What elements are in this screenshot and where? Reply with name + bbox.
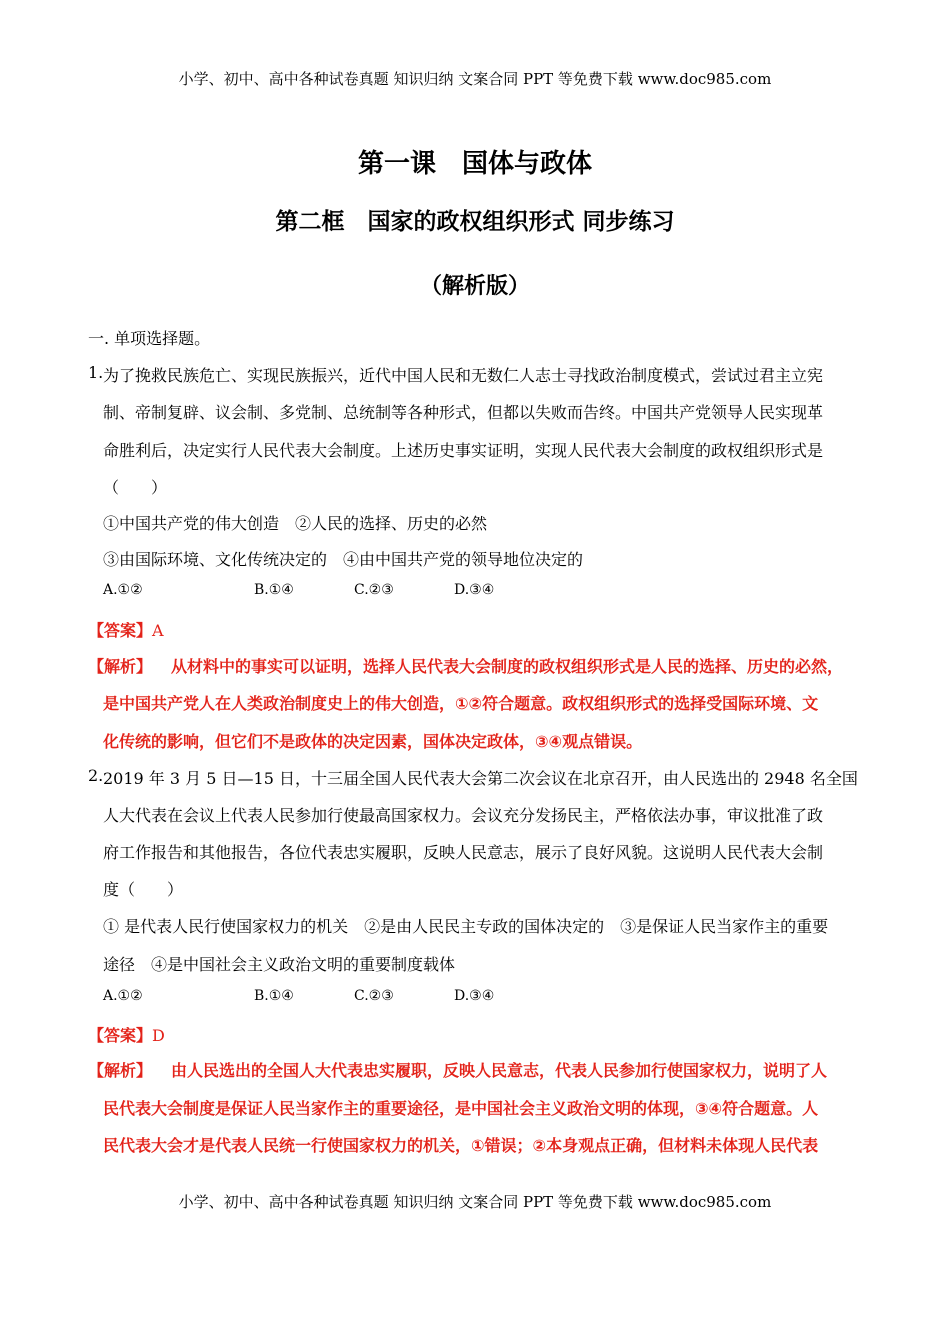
question-1-statement: ①中国共产党的伟大创造 ②人民的选择、历史的必然 <box>103 514 488 533</box>
question-2-line: 府工作报告和其他报告，各位代表忠实履职，反映人民意志，展示了良好风貌。这说明人民代表大会制 <box>103 843 824 862</box>
question-2-line: 度（ ） <box>103 880 184 899</box>
question-1-option-c: C.②③ <box>354 582 394 598</box>
question-1-line: 制、帝制复辟、议会制、多党制、总统制等各种形式，但都以失败而告终。中国共产党领导人民实现革 <box>103 403 824 422</box>
question-2-analysis-line: 民代表大会制度是保证人民当家作主的重要途径，是中国社会主义政治文明的体现，③④符合题意。人 <box>103 1099 819 1118</box>
question-2-option-d: D.③④ <box>454 988 495 1004</box>
question-1-analysis-line: 是中国共产党人在人类政治制度史上的伟大创造，①②符合题意。政权组织形式的选择受国际环境、文 <box>103 694 819 713</box>
question-2-answer: D <box>152 1026 165 1045</box>
question-1-line: 为了挽救民族危亡、实现民族振兴，近代中国人民和无数仁人志士寻找政治制度模式，尝试过君主立宪 <box>103 366 824 385</box>
question-1-line: （ ） <box>103 478 168 497</box>
question-1-analysis-line: 化传统的影响，但它们不是政体的决定因素，国体决定政体，③④观点错误。 <box>103 732 643 751</box>
question-1-analysis-label: 【解析】 <box>88 657 153 676</box>
question-1-answer-label: 【答案】 <box>88 621 153 640</box>
question-1-analysis-line: 从材料中的事实可以证明，选择人民代表大会制度的政权组织形式是人民的选择、历史的必然， <box>171 657 844 676</box>
question-1-statement: ③由国际环境、文化传统决定的 ④由中国共产党的领导地位决定的 <box>103 550 584 569</box>
question-1-answer: A <box>152 621 164 640</box>
question-2-line: 2019 年 3 月 5 日—15 日，十三届全国人民代表大会第二次会议在北京召开，由人民选出的 2948 名全国 <box>103 769 858 788</box>
question-2-analysis-line: 民代表大会才是代表人民统一行使国家权力的机关，①错误；②本身观点正确，但材料未体现人民代表 <box>103 1136 819 1155</box>
question-1-option-a: A.①② <box>103 582 143 598</box>
page-header: 小学、初中、高中各种试卷真题 知识归纳 文案合同 PPT 等免费下载 www.doc985.com <box>178 70 772 88</box>
question-2-analysis-label: 【解析】 <box>88 1061 153 1080</box>
question-2-analysis-line: 由人民选出的全国人大代表忠实履职，反映人民意志，代表人民参加行使国家权力，说明了人 <box>171 1061 828 1080</box>
question-2-option-b: B.①④ <box>254 988 294 1004</box>
question-2-statement: 途径 ④是中国社会主义政治文明的重要制度载体 <box>103 955 456 974</box>
question-2-option-a: A.①② <box>103 988 143 1004</box>
section-heading: 一. 单项选择题。 <box>88 329 211 348</box>
question-2-option-c: C.②③ <box>354 988 394 1004</box>
question-1-option-d: D.③④ <box>454 582 495 598</box>
question-2-line: 人大代表在会议上代表人民参加行使最高国家权力。会议充分发扬民主，严格依法办事，审议批准了政 <box>103 806 824 825</box>
question-2-answer-label: 【答案】 <box>88 1026 153 1045</box>
question-2-number: 2. <box>88 766 104 785</box>
section-title: 第二框 国家的政权组织形式 同步练习 <box>275 209 675 235</box>
question-1-number: 1. <box>88 363 104 382</box>
page-footer: 小学、初中、高中各种试卷真题 知识归纳 文案合同 PPT 等免费下载 www.doc985.com <box>178 1193 772 1211</box>
question-2-statement: ① 是代表人民行使国家权力的机关 ②是由人民民主专政的国体决定的 ③是保证人民当家作主的重要 <box>103 917 829 936</box>
question-1-option-b: B.①④ <box>254 582 294 598</box>
question-1-line: 命胜利后，决定实行人民代表大会制度。上述历史事实证明，实现人民代表大会制度的政权组织形式是 <box>103 441 824 460</box>
lesson-title: 第一课 国体与政体 <box>357 149 592 179</box>
edition-label: （解析版） <box>419 274 530 299</box>
